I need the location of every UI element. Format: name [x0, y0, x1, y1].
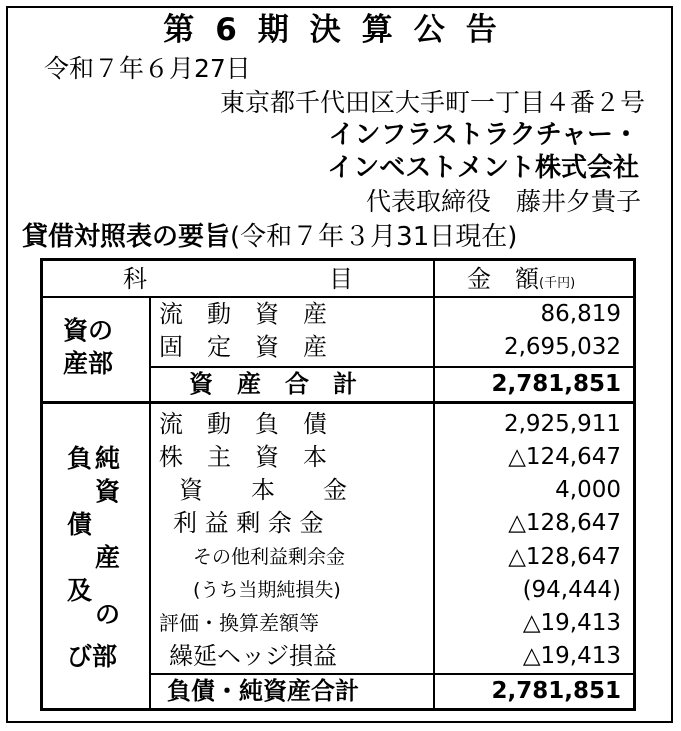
section-column-divider — [149, 297, 151, 708]
equity-amount-other-retained: △128,647 — [508, 544, 621, 570]
equity-label-net-loss: (うち当期純損失) — [193, 579, 341, 601]
equity-amount-capital: 4,000 — [555, 477, 621, 503]
liab-section-col2-3: 産 — [95, 543, 121, 572]
equity-amount-retained: △128,647 — [508, 510, 621, 536]
asset-label-current: 流 動 資 産 — [159, 300, 327, 328]
assets-total-label: 資 産 合 計 — [189, 370, 357, 398]
company-address: 東京都千代田区大手町一丁目４番２号 — [219, 88, 645, 117]
equity-label-retained: 利 益 剰 余 金 — [173, 509, 324, 537]
liab-label-current: 流 動 負 債 — [159, 410, 327, 438]
balance-sheet-table — [40, 258, 636, 711]
liab-total-label: 負債・純資産合計 — [167, 677, 359, 705]
assets-section-label-1: 資の — [63, 316, 114, 345]
company-name-line2: インベストメント株式会社 — [327, 153, 639, 183]
liab-section-col2-4: の — [95, 600, 121, 629]
amount-column-divider — [433, 261, 435, 708]
header-amount — [467, 263, 575, 300]
liab-section-label-1: 負 — [67, 444, 93, 473]
assets-total-amount: 2,781,851 — [491, 371, 621, 397]
notice-date: 令和７年６月27日 — [44, 54, 251, 83]
liab-section-label-2: 債 — [67, 510, 93, 539]
balance-sheet-subtitle — [22, 222, 517, 252]
asset-label-fixed: 固 定 資 産 — [159, 333, 327, 361]
liab-section-label-3: 及 — [67, 576, 93, 605]
notice-title: 第6期決算公告 — [163, 12, 518, 48]
subtitle-main: 貸借対照表の要旨 — [22, 222, 231, 252]
header-item-left: 科 — [123, 265, 147, 293]
liab-amount-current: 2,925,911 — [503, 411, 621, 437]
equity-label-valuation: 評価・換算差額等 — [159, 611, 319, 635]
liab-section-col2-2: 資 — [95, 477, 121, 506]
company-name-line1: インフラストラクチャー・ — [328, 120, 639, 150]
liab-total-amount: 2,781,851 — [491, 678, 621, 704]
equity-label-hedge: 繰延ヘッジ損益 — [169, 642, 337, 670]
equity-amount-net-loss: (94,444) — [522, 577, 621, 603]
equity-amount-shareholders: △124,647 — [508, 444, 621, 470]
equity-amount-valuation: △19,413 — [522, 610, 621, 636]
equity-label-other-retained: その他利益剰余金 — [193, 546, 346, 568]
subtitle-date: (令和７年３月31日現在) — [230, 222, 518, 252]
asset-amount-current: 86,819 — [540, 301, 621, 327]
representative: 代表取締役 藤井夕貴子 — [365, 187, 641, 216]
assets-section-label-2: 産部 — [63, 349, 114, 378]
asset-amount-fixed: 2,695,032 — [503, 334, 621, 360]
header-item-right: 目 — [329, 265, 353, 293]
header-unit: (千円) — [539, 276, 576, 291]
equity-label-capital: 資 本 金 — [179, 476, 347, 504]
header-amount-label: 金 額 — [467, 265, 539, 293]
equity-amount-hedge: △19,413 — [522, 643, 621, 669]
equity-label-shareholders: 株 主 資 本 — [159, 443, 327, 471]
liab-section-label-4: び部 — [67, 642, 118, 671]
liab-section-col2-1: 純 — [95, 444, 121, 473]
assets-liab-divider — [43, 401, 633, 404]
